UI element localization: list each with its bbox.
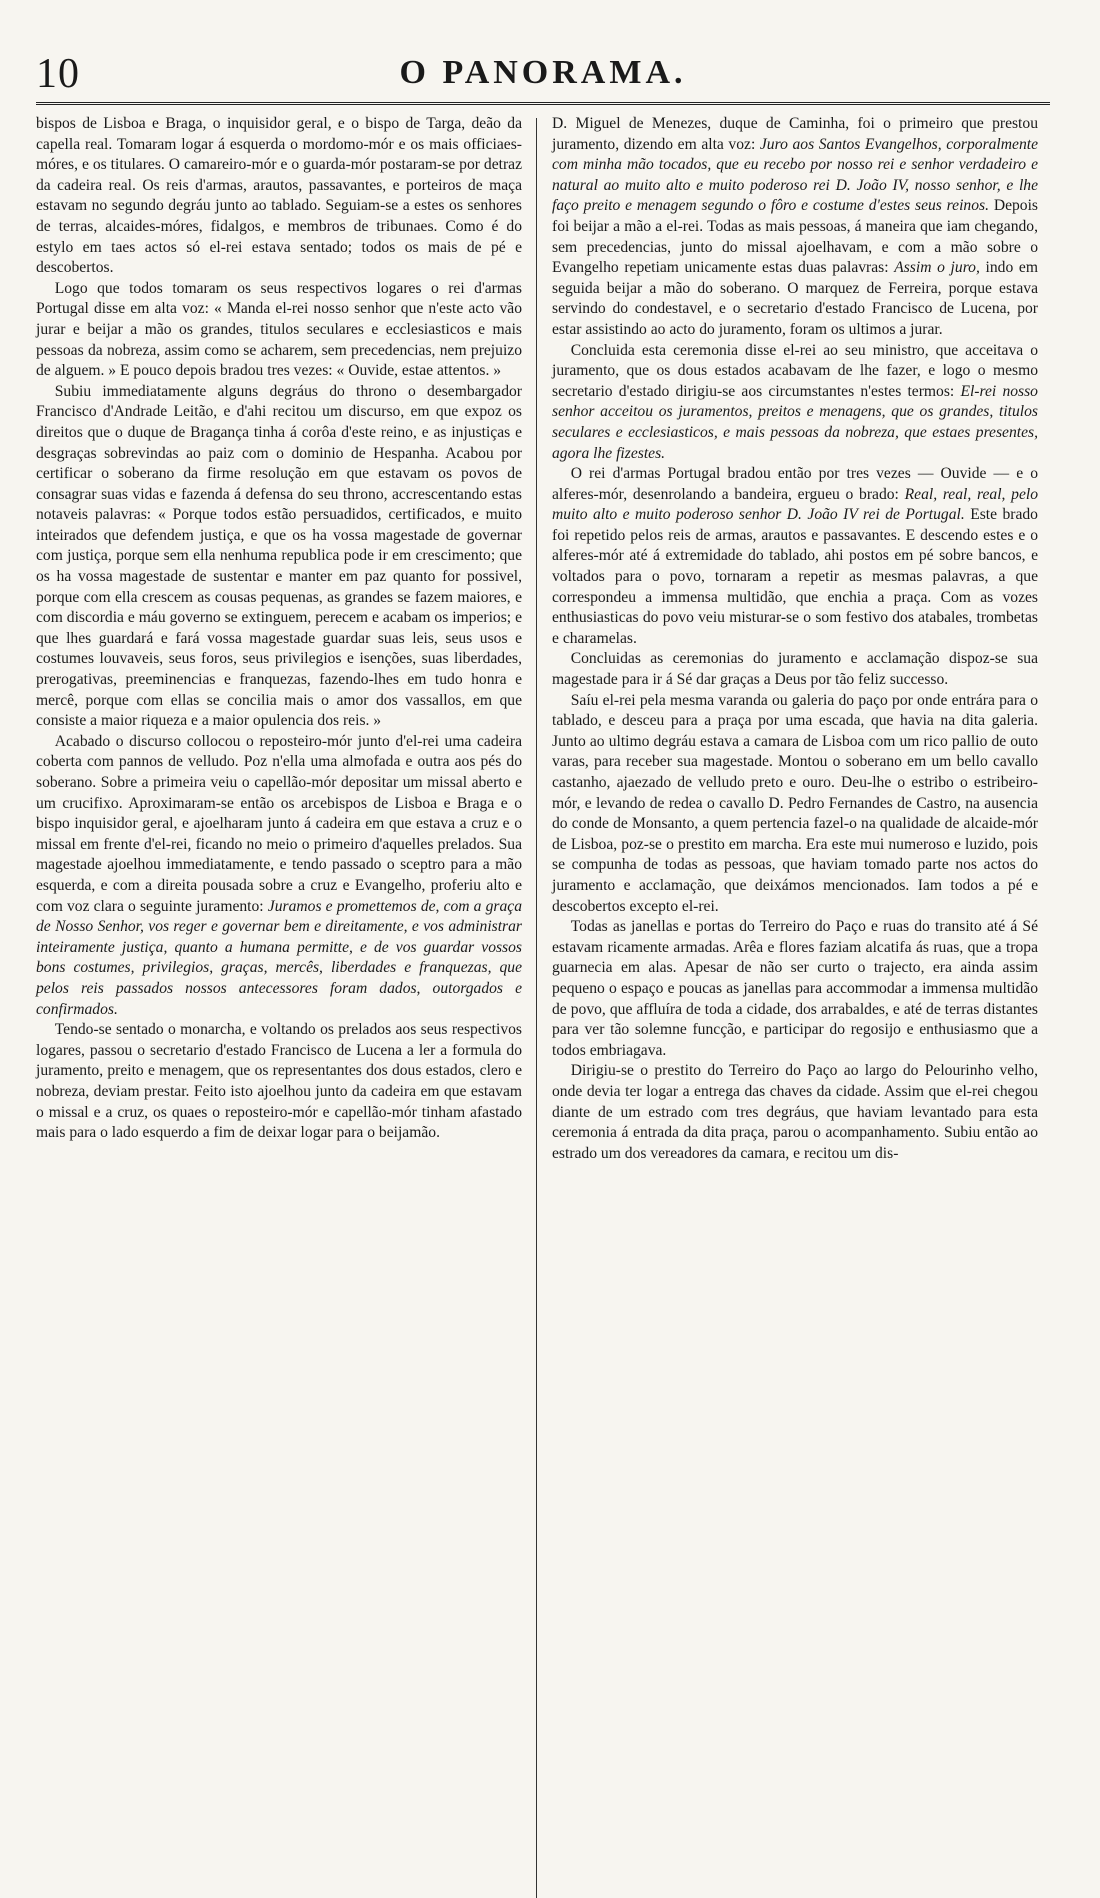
royal-oath-quote: Juramos e promettemos de, com a graça de Nosso Senhor, vos reger e governar bem e direitamente, e vos administrar inteiramente justiça, quanto a humana permitte, e de vos guardar vossos bons costumes, privilegios, graças, mercês, liberdades e franquezas, que pelos reis passados nossos antecessores foram dados, outorgados e confirmados. <box>36 897 522 1018</box>
page-header <box>36 40 1050 102</box>
paragraph: Dirigiu-se o prestito do Terreiro do Paço ao largo do Pelourinho velho, onde devia ter logar a entrega das chaves da cidade. Assim que el-rei chegou diante de um estrado com tres degráus, que haviam levantado para esta ceremonia á entrada da dita praça, parou o acompanhamento. Subiu então ao estrado um dos vereadores da camara, e recitou um dis- <box>552 1062 1038 1162</box>
paragraph: Logo que todos tomaram os seus respectivos logares o rei d'armas Portugal disse em alta voz: « Manda el-rei nosso senhor que n'este acto vão jurar e beijar a mão os grandes, titulos seculares e ecclesiasticos e mais pessoas da nobreza, assim como se acharem, sem precedencias, nem prejuizo de alguem. » E pouco depois bradou tres vezes: « Ouvide, estae attentos. » <box>36 279 522 380</box>
column-divider <box>536 118 537 1898</box>
paragraph <box>552 341 1038 465</box>
paragraph <box>552 464 1038 649</box>
page-number: 10 <box>36 51 80 97</box>
paragraph-text: Este brado foi repetido pelos reis de armas, arautos e passavantes. E descendo estes e o alferes-mór até á extremidade do tablado, ahi postos em pé sobre bancos, e voltados para o povo, tornaram a repetir as mesmas palavras, a que correspondeu a immensa multidão, que enchia a praça. Com as vozes enthusiasticas do povo veiu misturar-se o som festivo dos atabales, trombetas e charamelas. <box>552 506 1038 647</box>
paragraph: bispos de Lisboa e Braga, o inquisidor geral, e o bispo de Targa, deão da capella real. Tomaram logar á esquerda o mordomo-mór e os mais officiaes-móres, e os titulares. O camareiro-mór e o guarda-mór postaram-se por detraz da cadeira real. Os reis d'armas, arautos, passavantes, e porteiros de maça estavam no segundo degráu junto ao tablado. Seguiam-se a estes os senhores de terras, alcaides-móres, fidalgos, e membros de tribunaes. Como é do estylo em taes actos só el-rei estava sentado; todos os mais de pé e descobertos. <box>36 115 522 277</box>
journal-title: O PANORAMA. <box>399 54 687 91</box>
paragraph <box>36 732 522 1020</box>
paragraph: Saíu el-rei pela mesma varanda ou galeria do paço por onde entrára para o tablado, e desceu para a praça por uma escada, que havia na dita galeria. Junto ao ultimo degráu estava a camara de Lisboa com um rico pallio de outo varas, para receber sua magestade. Montou o soberano em um bello cavallo castanho, ajaezado de velludo preto e ouro. Deu-lhe o estribo o estribeiro-mór, e levando de redea o cavallo D. Pedro Fernandes de Castro, na ausencia do conde de Monsanto, a quem pertencia fazel-o na qualidade de alcaide-mór de Lisboa, poz-se o prestito em marcha. Era este mui numeroso e luzido, pois se compunha de todas as pessoas, que haviam tomado parte nos actos do juramento e acclamação, que deixámos mencionados. Iam todos a pé e descobertos excepto el-rei. <box>552 691 1038 915</box>
article-columns <box>36 114 1050 1870</box>
paragraph: Concluidas as ceremonias do juramento e acclamação dispoz-se sua magestade para ir á Sé dar graças a Deus por tão feliz successo. <box>552 650 1038 689</box>
paragraph-text: D. Miguel de Menezes, duque de Caminha, foi o primeiro que prestou juramento, dizendo em alta voz: <box>552 115 1038 153</box>
paragraph-text: Depois foi beijar a mão a el-rei. Todas as mais pessoas, á maneira que iam chegando, sem precedencias, junto do missal ajoelhavam, e com a mão sobre o Evangelho repetiam unicamente estas duas palavras: <box>552 197 1038 277</box>
oath-quote: Juro aos Santos Evangelhos, corporalmente com minha mão tocados, que eu recebo por nosso rei e senhor verdadeiro e natural ao muito alto e muito poderoso rei D. João IV, nosso senhor, e lhe faço preito e menagem segundo o fôro e costume d'estes seus reinos. <box>552 135 1039 215</box>
paragraph-text: Concluida esta ceremonia disse el-rei ao seu ministro, que acceitava o juramento, que os dous estados acabavam de lhe fazer, e logo o mesmo secretario d'estado dirigiu-se aos circumstantes n'estes termos: <box>552 341 1038 400</box>
paragraph: Subiu immediatamente alguns degráus do throno o desembargador Francisco d'Andrade Leitão, e d'ahi recitou um discurso, em que expoz os direitos que o duque de Bragança tinha á corôa d'este reino, e as injustiças e desgraças sobrevindas ao paiz com o dominio de Hespanha. Acabou por certificar o soberano da firme resolução em que estavam os povos de consagrar suas vidas e fazenda á defensa do seu throno, accrescentando estas notaveis palavras: « Porque todos estão persuadidos, certificados, e muito inteirados que defendem justiça, e que os ha vossa magestade de governar com justiça, porque sem ella nenhuma republica pode ir em crescimento; que os ha vossa magestade de sustentar e manter em paz quanto for possivel, porque com ella crescem as cousas pequenas, as grandes se fazem maiores, e com discordia e máu governo se extinguem, perecem e acabam os imperios; e que lhes guardará e fará vossa magestade guardar suas leis, seus usos e costumes louvaveis, seus foros, seus privilegios e isenções, suas liberdades, prerogativas, preeminencias e franquezas, fazendo-lhes em tudo honra e mercê, porque com ellas se concilia mais o amor dos vassallos, em que consiste a maior riqueza e a maior opulencia dos reis. » <box>36 382 522 730</box>
paragraph-text: indo em seguida beijar a mão do soberano. O marquez de Ferreira, porque estava servindo do condestavel, e o secretario d'estado Francisco de Lucena, por estar assistindo ao acto do juramento, foram os ultimos a jurar. <box>552 259 1038 338</box>
paragraph-text: O rei d'armas Portugal bradou então por tres vezes — Ouvide — e o alferes-mór, desenrolando a bandeira, ergueu o brado: <box>552 465 1038 503</box>
right-column <box>552 114 1038 1164</box>
acceptance-quote: El-rei nosso senhor acceitou os juramentos, preitos e menagens, que os grandes, titulos seculares e ecclesiasticos, e mais pessoas da nobreza, que estaes presentes, agora lhe fizestes. <box>552 382 1038 462</box>
paragraph: Tendo-se sentado o monarcha, e voltando os prelados aos seus respectivos logares, passou o secretario d'estado Francisco de Lucena a ler a formula do juramento, preito e menagem, que os representantes dos dous estados, clero e nobreza, deviam prestar. Feito isto ajoelhou junto da cadeira em que estavam o missal e a cruz, os quaes o reposteiro-mór e capellão-mór tinham afastado mais para o lado esquerdo a fim de deixar logar para o beijamão. <box>36 1021 522 1142</box>
paragraph <box>552 114 1038 341</box>
header-rule <box>36 102 1050 105</box>
acclamation-quote: Real, real, real, pelo muito alto e muito poderoso senhor D. João IV rei de Portugal. <box>552 485 1038 524</box>
paragraph-text: Acabado o discurso collocou o reposteiro-mór junto d'el-rei uma cadeira coberta com pannos de velludo. Poz n'ella uma almofada e outra aos pés do soberano. Sobre a primeira veiu o capellão-mór depositar um missal aberto e um crucifixo. Aproximaram-se então os arcebispos de Lisboa e Braga e o bispo inquisidor geral, e ajoelharam junto á cadeira em que estava a cruz e o missal em frente d'el-rei, ficando no meio o primeiro d'aquelles prelados. Sua magestade ajoelhou immediatamente, e tendo passado o sceptro para a mão esquerda, e com a direita pousada sobre a cruz e Evangelho, proferiu alto e com voz clara o seguinte juramento: <box>36 732 522 915</box>
oath-phrase: Assim o juro, <box>894 259 980 277</box>
newspaper-page <box>36 40 1050 1870</box>
paragraph: Todas as janellas e portas do Terreiro do Paço e ruas do transito até á Sé estavam ricamente armadas. Arêa e flores faziam alcatifa ás ruas, que a tropa guarnecia em alas. Apesar de não ser curto o trajecto, era ainda assim pequeno o espaço e poucas as janellas para accommodar a immensa multidão de povo, que affluíra de toda a cidade, dos arrabaldes, e até de terras distantes para ver tão solemne funcção, e participar do regosijo e enthusiasmo que a todos embriagava. <box>552 918 1038 1059</box>
left-column <box>36 114 522 1144</box>
